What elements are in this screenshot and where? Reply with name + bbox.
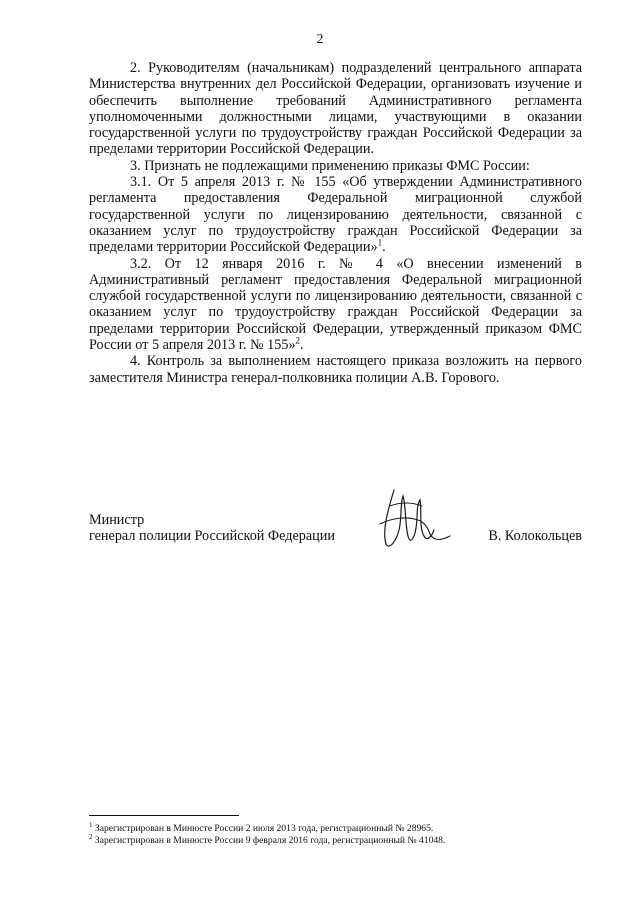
footnote-mark-1: 1 (89, 820, 93, 829)
paragraph-3-1-text: 3.1. От 5 апреля 2013 г. № 155 «Об утверждении Административного регламента предоставления Федеральной миграционной службой государственной услуги по лицензированию деятельности, связанной с оказанием услуг по трудоустройству граждан Российской Федерации за пределами территории Российской Федерации» (89, 174, 582, 256)
paragraph-4: 4. Контроль за выполнением настоящего приказа возложить на первого заместителя Министра генерал-полковника полиции А.В. Горового. (89, 353, 582, 386)
signatory-title: Министр (89, 512, 145, 528)
footnote-2 (89, 832, 582, 847)
footnote-2-text: Зарегистрирован в Минюсте России 9 февраля 2016 года, регистрационный № 41048. (94, 835, 446, 846)
signatory-name: В. Колокольцев (488, 528, 582, 544)
footnote-1 (89, 820, 582, 835)
signatory-rank: генерал полиции Российской Федерации (89, 528, 335, 544)
signature-block (89, 512, 582, 582)
paragraph-2: 2. Руководителям (начальникам) подразделений центрального аппарата Министерства внутренних дел Российской Федерации, организовать изучение и обеспечить выполнение требований Административного регламента уполномоченными должностными лицами, участвующими в оказании государственной услуги по трудоустройству граждан Российской Федерации за пределами территории Российской Федерации. (89, 60, 582, 158)
footnote-mark-2: 2 (89, 832, 93, 841)
paragraph-3-1: 3.1. От 5 апреля 2013 г. № 155 «Об утверждении Административного регламента предоставления Федеральной миграционной службой государственной услуги по лицензированию деятельности, связанной с оказанием услуг по трудоустройству граждан Российской Федерации за пределами территории Российской Федерации»$^1$. (89, 174, 582, 256)
footnotes (89, 820, 582, 847)
paragraph-3: 3. Признать не подлежащими применению приказы ФМС России: (130, 157, 530, 174)
footnote-ref-1: 1 (377, 237, 383, 248)
footnote-1-text: Зарегистрирован в Минюсте России 2 июля 2013 года, регистрационный № 28965. (94, 823, 434, 834)
footnote-ref-2: 2 (295, 335, 301, 346)
document-body (89, 60, 582, 386)
footnote-separator (89, 815, 239, 816)
paragraph-3-2-text: 3.2. От 12 января 2016 г. № 4 «О внесении изменений в Административный регламент предоставления Федеральной миграционной службой государственной услуги по лицензированию деятельности, связанной с оказанием услуг по трудоустройству граждан Российской Федерации за пределами территории Российской Федерации, утвержденный приказом ФМС России от 5 апреля 2013 г. № 155» (89, 255, 582, 354)
paragraph-3-2: 3.2. От 12 января 2016 г. № 4 «О внесении изменений в Административный регламент предоставления Федеральной миграционной службой государственной услуги по лицензированию деятельности, связанной с оказанием услуг по трудоустройству граждан Российской Федерации за пределами территории Российской Федерации, утвержденный приказом ФМС России от 5 апреля 2013 г. № 155»$^2$. (89, 255, 582, 354)
page-number: 2 (316, 32, 324, 47)
handwritten-signature (372, 484, 452, 554)
